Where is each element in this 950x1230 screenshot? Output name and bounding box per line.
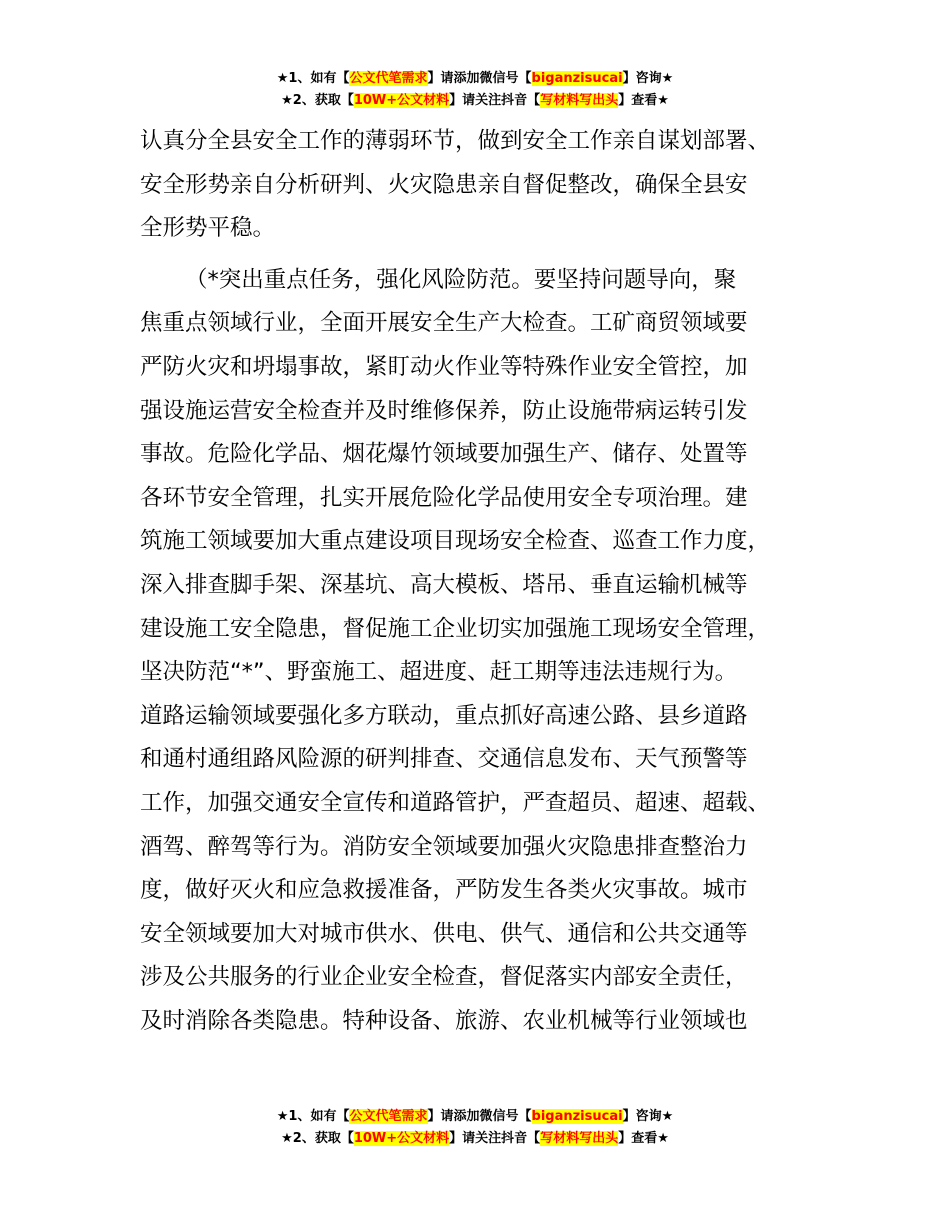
banner-line-2 (0, 1128, 950, 1150)
paragraph-gap (140, 251, 830, 259)
banner-text: 】查看★ (618, 93, 669, 108)
text-line: 安全领域要加大对城市供水、供电、供气、通信和公共交通等 (140, 920, 748, 947)
banner-text: ★1、如有【 (276, 71, 350, 86)
banner-text: 】查看★ (618, 1131, 669, 1146)
banner-text: 】咨询★ (622, 1109, 674, 1124)
text-line: 工作，加强交通安全宣传和道路管护，严查超员、超速、超载、 (140, 789, 771, 816)
text-line: 认真分全县安全工作的薄弱环节，做到安全工作亲自谋划部署、 (140, 128, 771, 154)
banner-highlight: biganzisucai (531, 71, 623, 86)
text-line: 筑施工领域要加大重点建设项目现场安全检查、巡查工作力度， (140, 528, 771, 555)
banner-highlight: 公文代笔需求 (349, 1109, 428, 1124)
document-body (140, 120, 830, 1043)
text-line: 及时消除各类隐患。特种设备、旅游、农业机械等行业领域也 (140, 1007, 748, 1034)
paragraph (140, 120, 830, 251)
banner-highlight: 写材料写出头 (540, 93, 619, 108)
banner-text: 】请关注抖音【 (449, 93, 541, 108)
banner-highlight: biganzisucai (531, 1109, 623, 1124)
text-line: 焦重点领域行业，全面开展安全生产大检查。工矿商贸领域要 (140, 310, 748, 337)
banner-line-2 (0, 90, 950, 112)
banner-line-1 (0, 1106, 950, 1128)
text-line: 和通村通组路风险源的研判排查、交通信息发布、天气预警等 (140, 746, 748, 773)
banner-text: 】请添加微信号【 (427, 1109, 532, 1124)
text-line: 坚决防范“*”、野蛮施工、超进度、赶工期等违法违规行为。 (140, 659, 738, 686)
text-line: 严防火灾和坍塌事故，紧盯动火作业等特殊作业安全管控，加 (140, 353, 748, 380)
text-line: 强设施运营安全检查并及时维修保养，防止设施带病运转引发 (140, 397, 748, 424)
banner-line-1 (0, 68, 950, 90)
banner-text: 】请添加微信号【 (427, 71, 532, 86)
text-line: 度，做好灭火和应急救援准备，严防发生各类火灾事故。城市 (140, 877, 748, 904)
banner-text: ★2、获取【 (281, 1131, 354, 1146)
text-line: 安全形势亲自分析研判、火灾隐患亲自督促整改，确保全县安 (140, 171, 748, 198)
text-line: 各环节安全管理，扎实开展危险化学品使用安全专项治理。建 (140, 484, 748, 511)
banner-highlight: 10W+公文材料 (353, 1131, 450, 1146)
paragraph (140, 259, 830, 1044)
text-line: 酒驾、醉驾等行为。消防安全领域要加强火灾隐患排查整治力 (140, 833, 748, 860)
text-line: （*突出重点任务，强化风险防范。要坚持问题导向，聚 (185, 266, 737, 293)
banner-text: 】请关注抖音【 (449, 1131, 541, 1146)
footer-banner (0, 1106, 950, 1150)
text-line: 事故。危险化学品、烟花爆竹领域要加强生产、储存、处置等 (140, 441, 748, 468)
text-line: 深入排查脚手架、深基坑、高大模板、塔吊、垂直运输机械等 (140, 571, 748, 598)
banner-highlight: 10W+公文材料 (353, 93, 450, 108)
header-banner (0, 68, 950, 112)
banner-highlight: 公文代笔需求 (349, 71, 428, 86)
text-line: 建设施工安全隐患，督促施工企业切实加强施工现场安全管理， (140, 615, 771, 642)
banner-text: ★1、如有【 (276, 1109, 350, 1124)
banner-text: ★2、获取【 (281, 93, 354, 108)
text-line: 道路运输领域要强化多方联动，重点抓好高速公路、县乡道路 (140, 702, 748, 729)
banner-text: 】咨询★ (622, 71, 674, 86)
text-line: 全形势平稳。 (140, 215, 276, 242)
banner-highlight: 写材料写出头 (540, 1131, 619, 1146)
text-line: 涉及公共服务的行业企业安全检查，督促落实内部安全责任， (140, 964, 748, 991)
